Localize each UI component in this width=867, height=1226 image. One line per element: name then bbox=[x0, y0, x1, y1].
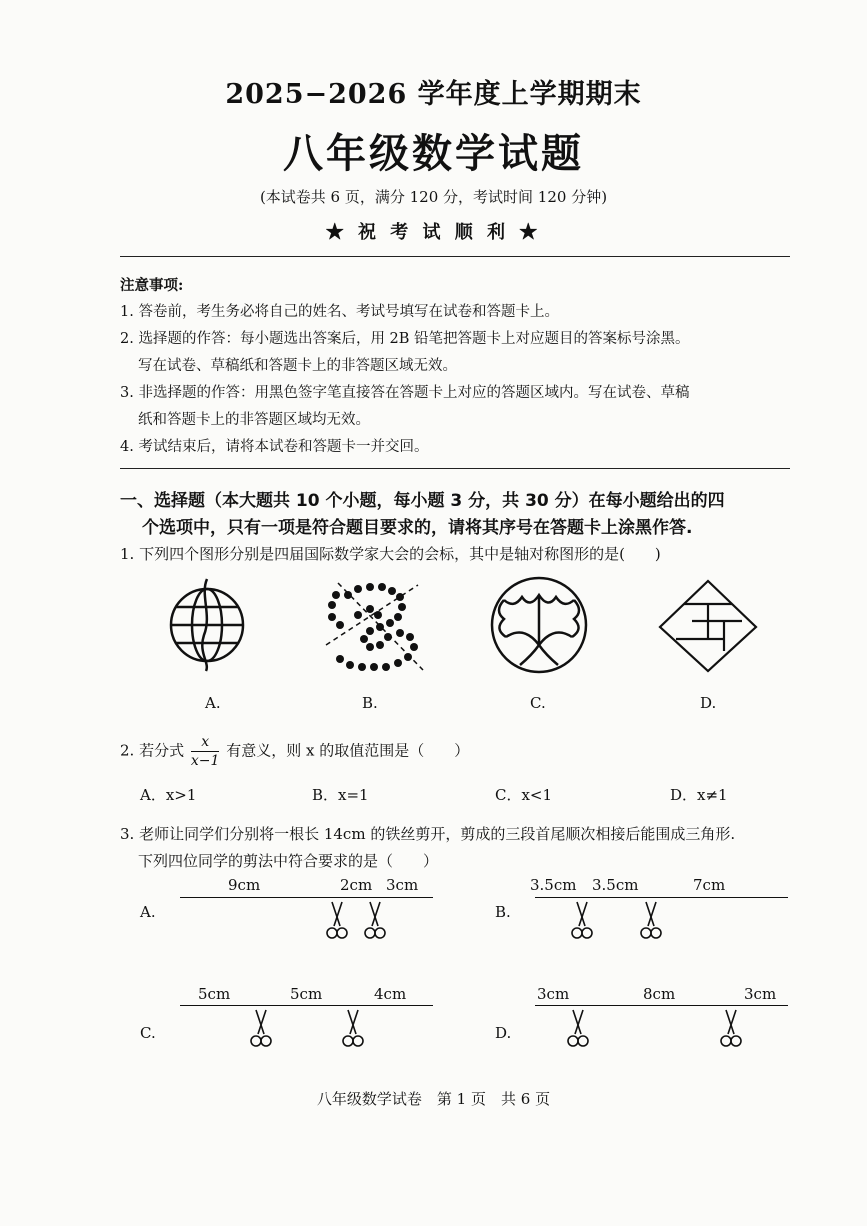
dotted-spiral-logo-figure bbox=[318, 575, 428, 675]
option-b: B．x=1 bbox=[312, 786, 369, 804]
option-d: D．x≠1 bbox=[670, 786, 728, 804]
globe-logo-figure bbox=[160, 575, 260, 675]
segment-label: 3.5cm bbox=[592, 876, 639, 894]
segment-label: 5cm bbox=[198, 985, 231, 1003]
section-heading-line1: 一、选择题（本大题共 10 个小题，每小题 3 分，共 30 分）在每小题给出的四 bbox=[120, 491, 725, 511]
notice-item: 2. 选择题的作答：每小题选出答案后，用 2B 铅笔把答题卡上对应题目的答案标号涂黑。 bbox=[120, 331, 690, 347]
scissors-icon bbox=[720, 1008, 742, 1050]
segment-label: 3.5cm bbox=[530, 876, 577, 894]
question-2-prefix: 2. 若分式 bbox=[120, 741, 185, 760]
scissors-icon bbox=[342, 1008, 364, 1050]
good-luck-banner: ★ 祝 考 试 顺 利 ★ bbox=[325, 222, 542, 243]
option-a: A．x>1 bbox=[140, 786, 197, 804]
exam-subtitle: (本试卷共 6 页，满分 120 分，考试时间 120 分钟) bbox=[259, 188, 608, 206]
fraction bbox=[191, 733, 220, 770]
scissors-icon bbox=[326, 900, 348, 942]
question-2-text bbox=[120, 733, 469, 770]
option-label: B. bbox=[495, 903, 511, 921]
option-label: A. bbox=[140, 903, 156, 921]
question-2-suffix: 有意义，则 x 的取值范围是（ ） bbox=[226, 741, 470, 760]
segment-label: 9cm bbox=[228, 876, 261, 894]
option-label: C. bbox=[140, 1024, 156, 1042]
scissors-icon bbox=[364, 900, 386, 942]
scissors-icon bbox=[250, 1008, 272, 1050]
square-puzzle-logo-figure bbox=[652, 575, 764, 675]
option-label: D. bbox=[700, 694, 717, 712]
fraction-denominator: x−1 bbox=[190, 753, 220, 769]
segment-label: 2cm bbox=[340, 876, 373, 894]
scissors-icon bbox=[640, 900, 662, 942]
notice-heading: 注意事项: bbox=[120, 277, 184, 294]
wire-line bbox=[180, 897, 433, 898]
circle-arcs-logo-figure bbox=[484, 575, 594, 675]
divider-bottom bbox=[120, 468, 790, 469]
option-label: D. bbox=[495, 1024, 512, 1042]
option-c: C．x<1 bbox=[495, 786, 553, 804]
question-3-text-line2: 下列四位同学的剪法中符合要求的是（ ） bbox=[138, 852, 439, 870]
divider-top bbox=[120, 256, 790, 257]
wire-line bbox=[535, 1005, 788, 1006]
exam-year-line: 2025−2026 学年度上学期期末 bbox=[225, 79, 642, 110]
page-title: 八年级数学试题 bbox=[283, 130, 584, 177]
wire-line bbox=[180, 1005, 433, 1006]
segment-label: 3cm bbox=[386, 876, 419, 894]
option-label: B. bbox=[362, 694, 378, 712]
notice-item: 3. 非选择题的作答：用黑色签字笔直接答在答题卡上对应的答题区域内。写在试卷、草稿 bbox=[120, 385, 690, 401]
segment-label: 8cm bbox=[643, 985, 676, 1003]
segment-label: 5cm bbox=[290, 985, 323, 1003]
notice-item: 4. 考试结束后，请将本试卷和答题卡一并交回。 bbox=[120, 439, 429, 455]
notice-block bbox=[120, 272, 690, 461]
notice-item: 纸和答题卡上的非答题区域均无效。 bbox=[138, 412, 370, 428]
segment-label: 3cm bbox=[537, 985, 570, 1003]
notice-item: 写在试卷、草稿纸和答题卡上的非答题区域无效。 bbox=[138, 358, 457, 374]
segment-label: 7cm bbox=[693, 876, 726, 894]
page-footer: 八年级数学试卷 第 1 页 共 6 页 bbox=[316, 1090, 551, 1108]
notice-item: 1. 答卷前，考生务必将自己的姓名、考试号填写在试卷和答题卡上。 bbox=[120, 304, 559, 320]
fraction-numerator: x bbox=[191, 733, 220, 752]
question-3-text-line1: 3. 老师让同学们分别将一根长 14cm 的铁丝剪开，剪成的三段首尾顺次相接后能围成三角形. bbox=[120, 825, 736, 843]
section-heading-line2: 个选项中，只有一项是符合题目要求的，请将其序号在答题卡上涂黑作答. bbox=[142, 518, 693, 538]
scissors-icon bbox=[571, 900, 593, 942]
question-1-text: 1. 下列四个图形分别是四届国际数学家大会的会标，其中是轴对称图形的是( ) bbox=[120, 545, 661, 563]
scissors-icon bbox=[567, 1008, 589, 1050]
option-label: C. bbox=[530, 694, 546, 712]
wire-line bbox=[535, 897, 788, 898]
segment-label: 4cm bbox=[374, 985, 407, 1003]
segment-label: 3cm bbox=[744, 985, 777, 1003]
option-label: A. bbox=[205, 694, 221, 712]
